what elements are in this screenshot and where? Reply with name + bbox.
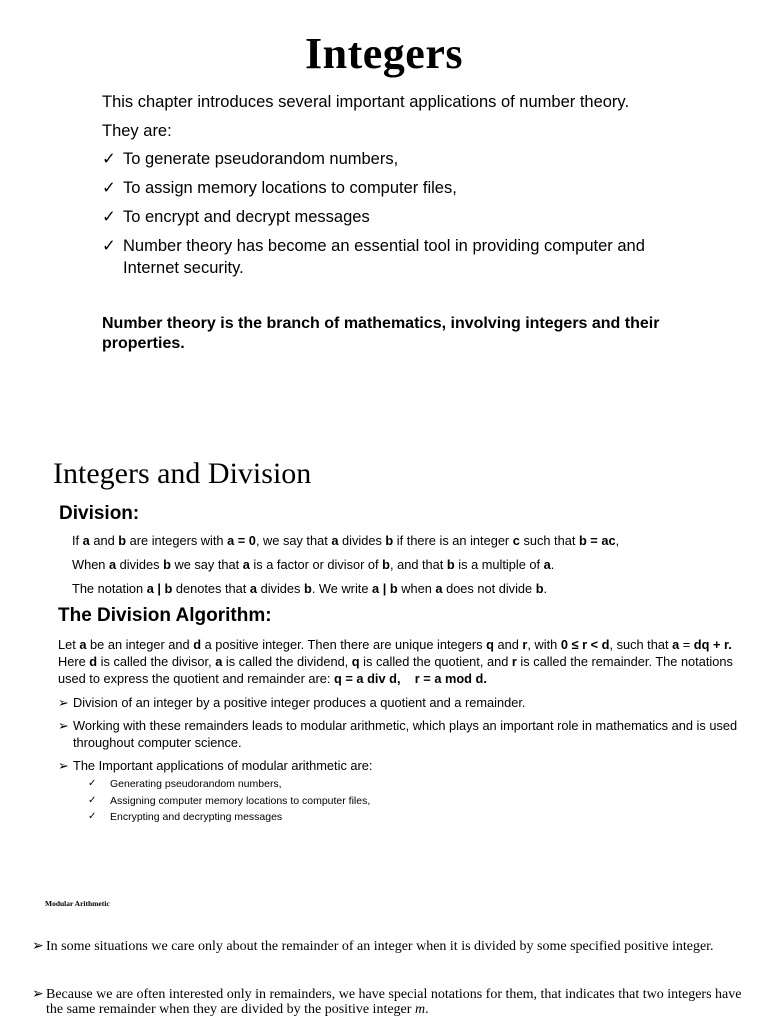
- check-icon: ✓: [88, 811, 97, 822]
- check-icon: ✓: [102, 179, 116, 197]
- notation-bullet: [32, 987, 747, 1017]
- list-item: ✓ Assigning computer memory locations to computer files,: [88, 793, 588, 810]
- check-icon: ✓: [88, 794, 97, 806]
- intro-line-1: This chapter introduces several important applications of number theory.: [102, 93, 630, 111]
- check-icon: ✓: [88, 778, 97, 789]
- list-item: ✓ To assign memory locations to computer files,: [102, 179, 457, 197]
- list-item: ✓ Encrypting and decrypting messages: [88, 809, 588, 826]
- list-item: ✓ Number theory has become an essential tool in providing computer and Internet security.: [102, 237, 645, 277]
- factor-multiple-line: When a divides b we say that a is a factor or divisor of b, and that b is a multiple of a.: [72, 557, 555, 572]
- remainder-bullet: [32, 939, 747, 954]
- intro-line-2: They are:: [102, 122, 172, 140]
- list-item: ✓ Generating pseudorandom numbers,: [88, 776, 588, 793]
- check-icon: ✓: [102, 237, 116, 255]
- list-item: ➢ Division of an integer by a positive integer produces a quotient and a remainder.: [58, 695, 526, 710]
- division-algorithm-paragraph: Let a be an integer and d a positive integer. Then there are unique integers q and r, with 0 ≤ r < d, such that a = dq + r. Here d is called the divisor, a is called the dividend, q is called the quotient, and r is called the remainder. The notations used to express the quotient and remainder are: q = a div d, r = a mod d.: [58, 637, 733, 686]
- arrow-bullet-icon: ➢: [32, 987, 44, 1002]
- number-theory-definition: Number theory is the branch of mathematics, involving integers and their properties.: [102, 315, 660, 352]
- division-algorithm-heading: The Division Algorithm:: [58, 605, 272, 626]
- list-item: ➢ The Important applications of modular arithmetic are:: [58, 758, 373, 773]
- section-title: Integers and Division: [53, 457, 312, 490]
- check-icon: ✓: [102, 150, 116, 168]
- check-icon: ✓: [102, 208, 116, 226]
- list-item: ➢ Because we are often interested only in remainders, we have special notations for them, that indicates that two integers have the same remainder when they are divided by the positive integer m.: [32, 987, 742, 1017]
- arrow-bullet-icon: ➢: [58, 718, 69, 733]
- notation-line: The notation a | b denotes that a divides b. We write a | b when a does not divide b.: [72, 581, 548, 596]
- division-heading: Division:: [59, 503, 140, 524]
- arrow-bullet-icon: ➢: [58, 758, 69, 773]
- applications-sublist: [88, 776, 588, 826]
- applications-checklist: [102, 148, 702, 279]
- list-item: ✓ To encrypt and decrypt messages: [102, 208, 370, 226]
- modular-bullets: [58, 694, 738, 780]
- modular-arithmetic-title: Modular Arithmetic: [45, 899, 110, 908]
- arrow-bullet-icon: ➢: [32, 939, 44, 954]
- list-item: ➢ Working with these remainders leads to modular arithmetic, which plays an important role in mathematics and is used throughout computer science.: [58, 718, 738, 750]
- arrow-bullet-icon: ➢: [58, 695, 69, 710]
- list-item: ✓ To generate pseudorandom numbers,: [102, 150, 399, 168]
- page-title: Integers: [305, 29, 463, 78]
- division-definition-line: If a and b are integers with a = 0, we say that a divides b if there is an integer c such that b = ac,: [72, 533, 620, 548]
- list-item: ➢ In some situations we care only about the remainder of an integer when it is divided by some specified positive integer.: [32, 939, 714, 954]
